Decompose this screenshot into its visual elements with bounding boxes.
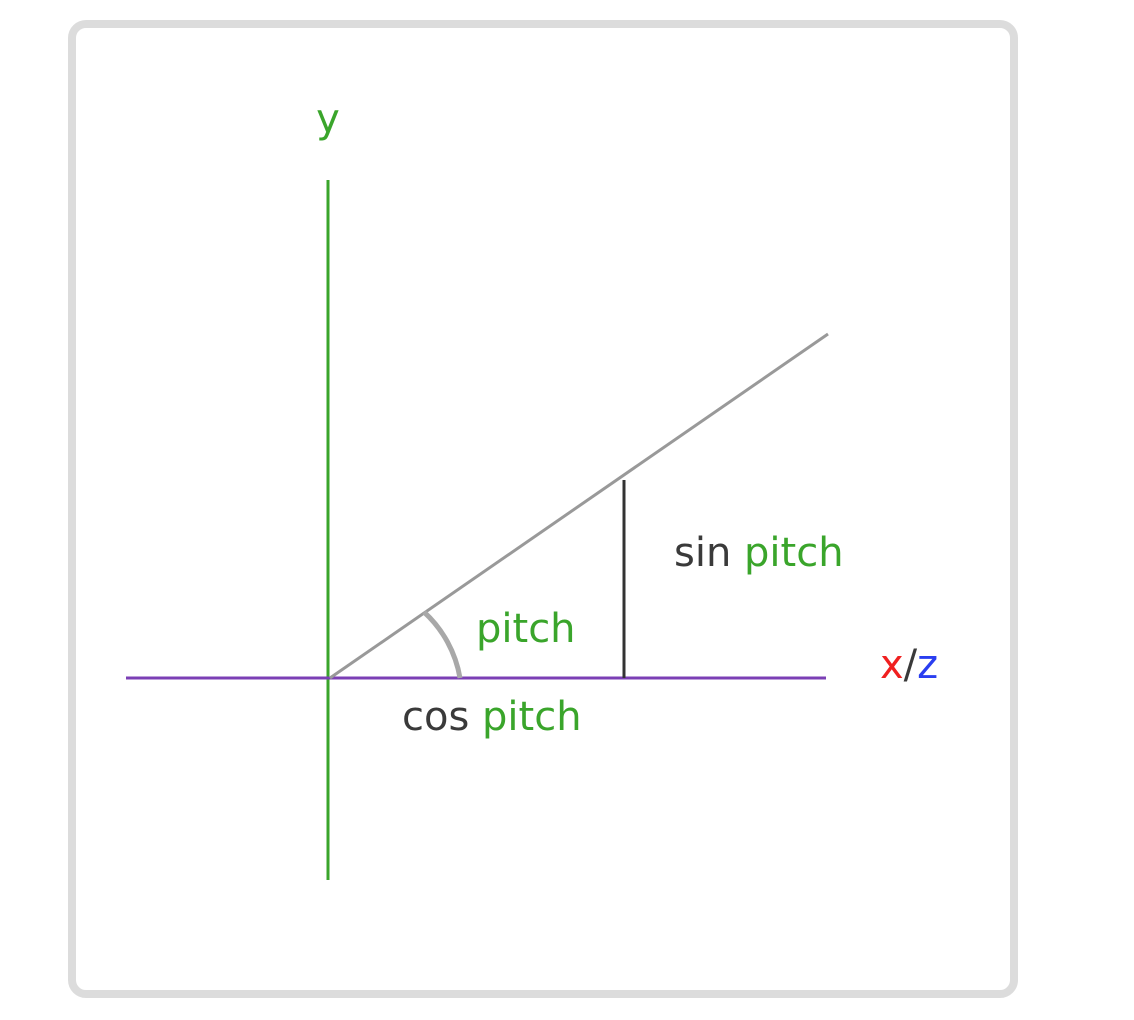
x-axis-letter: x bbox=[880, 642, 904, 688]
cos-pitch-label bbox=[402, 694, 582, 740]
sin-pitch-label bbox=[674, 530, 844, 576]
sin-pitch-word: pitch bbox=[744, 530, 844, 576]
axis-separator: / bbox=[903, 642, 918, 688]
cos-word: cos bbox=[402, 694, 470, 740]
cos-pitch-word: pitch bbox=[482, 694, 582, 740]
z-axis-letter: z bbox=[917, 642, 939, 688]
direction-vector-line bbox=[330, 334, 828, 678]
xz-axis-label bbox=[880, 642, 938, 688]
pitch-angle-arc bbox=[424, 612, 460, 678]
pitch-angle-label: pitch bbox=[476, 606, 576, 652]
sin-word: sin bbox=[674, 530, 732, 576]
y-axis-label: y bbox=[316, 96, 340, 142]
